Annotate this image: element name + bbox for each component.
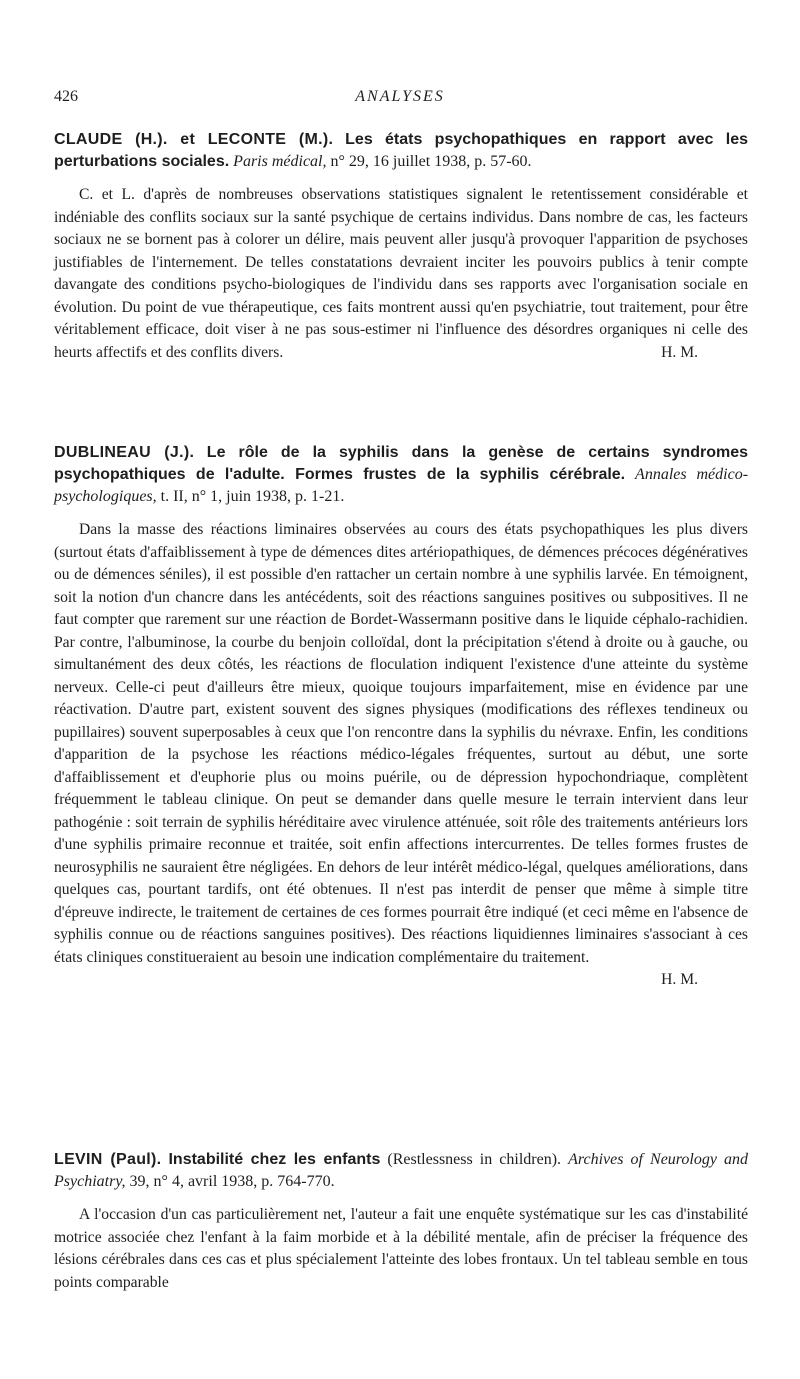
entry-title: Les états psychopathiques en rapport avec les perturbations sociales. [54, 131, 749, 170]
entry-citation: t. II, n° 1, juin 1938, p. 1-21. [160, 488, 345, 505]
entry-heading [54, 129, 748, 173]
review-entry-dublineau [54, 442, 748, 992]
entry-citation: 39, n° 4, avril 1938, p. 764-770. [129, 1173, 335, 1190]
review-entry-claude-leconte [54, 129, 748, 364]
entry-title: Instabilité chez les enfants [168, 1151, 381, 1168]
entry-heading [54, 1149, 748, 1193]
entry-title: Le rôle de la syphilis dans la genèse de certains syndromes psychopathiques de l'adulte. Formes frustes de la syphilis cérébrale. [54, 444, 749, 483]
entry-abstract: Dans la masse des réactions liminaires observées au cours des états psychopathiques les plus divers (surtout états d'affaiblissement à type de démences dites artériopathiques, de démences précoces dégénératives ou de démences séniles), il est possible d'en rattacher un certain nombre à une syphilis larvée. En témoignent, soit la notion d'un chancre dans les antécédents, soit des réactions sanguines positives ou subpositives. Il ne faut compter que rarement sur une réaction de Bordet-Wassermann positive dans le liquide céphalo-rachidien. Par contre, l'albuminose, la courbe du benjoin colloïdal, dont la précipitation s'étend à droite ou à gauche, ou simultanément des deux côtés, les réactions de floculation indiquent l'existence d'une atteinte du système nerveux. Celle-ci peut d'ailleurs être mieux, quoique toujours imparfaitement, mise en évidence par une réactivation. D'autre part, existent souvent des signes physiques (modifications des réflexes tendineux ou pupillaires) souvent superposables à ceux que l'on rencontre dans la syphilis du névraxe. Enfin, les conditions d'apparition de la psychose les réactions médico-légales fréquentes, surtout au début, une sorte d'affaiblissement et d'euphorie plus ou moins puérile, ou de dépression hypochondriaque, complètent fréquemment le tableau clinique. On peut se demander dans quelle mesure le terrain intervient dans leur pathogénie : soit terrain de syphilis héréditaire avec virulence atténuée, soit rôle des traitements antérieurs lors d'une syphilis primaire reconnue et traitée, soit enfin affections intercurrentes. De telles formes frustes de neurosyphilis ne sauraient être négligées. En dehors de leur intérêt médico-légal, quelques améliorations, dans quelques cas, pourtant tardifs, ont été obtenues. Il n'est pas interdit de penser que même à simple titre d'épreuve indirecte, le traitement de certaines de ces formes pourrait être indiqué (et ceci même en l'absence de syphilis connue ou de réactions sanguines positives). Des réactions liquidiennes liminaires s'associant à ces états cliniques constitueraient au besoin une indication complémentaire du traitement. [54, 521, 748, 966]
entry-authors: DUBLINEAU (J.). [54, 444, 195, 461]
running-title: ANALYSES [355, 88, 445, 105]
running-header [54, 88, 746, 110]
entry-title-translation: (Restlessness in children). [387, 1151, 562, 1168]
page-number: 426 [54, 88, 78, 105]
entry-journal: Annales médico-psychologiques, [54, 466, 749, 505]
entry-abstract: C. et L. d'après de nombreuses observations statistiques signalent le retentissement considérable et indéniable des conflits sociaux sur la santé psychique de certains individus. Dans nombre de cas, les facteurs sociaux ne se bornent pas à colorer un délire, mais peuvent aller jusqu'à provoquer l'apparition de psychoses justifiables de l'internement. De telles constatations devraient inciter les pouvoirs publics à tenir compte davangate des conditions psycho-biologiques de l'individu dans ses rapports avec l'organisation sociale en évolution. Du point de vue thérapeutique, ces faits montrent aussi qu'en psychiatrie, tout traitement, pour être véritablement efficace, doit viser à ne pas sous-estimer ni l'influence des désordres organiques ni celle des heurts affectifs et des conflits divers. H. M. [54, 184, 748, 364]
review-entry-levin [54, 1149, 748, 1294]
reviewer-signature: H. M. [661, 343, 698, 361]
entry-journal: Archives of Neurology and Psychiatry, [54, 1151, 749, 1190]
reviewer-signature: H. M. [661, 971, 698, 988]
entry-authors: CLAUDE (H.). et LECONTE (M.). [54, 131, 334, 148]
entry-authors: LEVIN (Paul). [54, 1151, 162, 1168]
entry-heading [54, 442, 748, 508]
entry-journal: Paris médical, [233, 153, 327, 170]
entry-abstract: A l'occasion d'un cas particulièrement net, l'auteur a fait une enquête systématique sur les cas d'instabilité motrice associée chez l'enfant à la faim morbide et à la débilité mentale, afin de préciser la fréquence des lésions cérébrales dans ces cas et plus spécialement l'atteinte des lobes frontaux. Un tel tableau semble en tous points comparable [54, 1206, 748, 1291]
entry-citation: n° 29, 16 juillet 1938, p. 57-60. [330, 153, 532, 170]
